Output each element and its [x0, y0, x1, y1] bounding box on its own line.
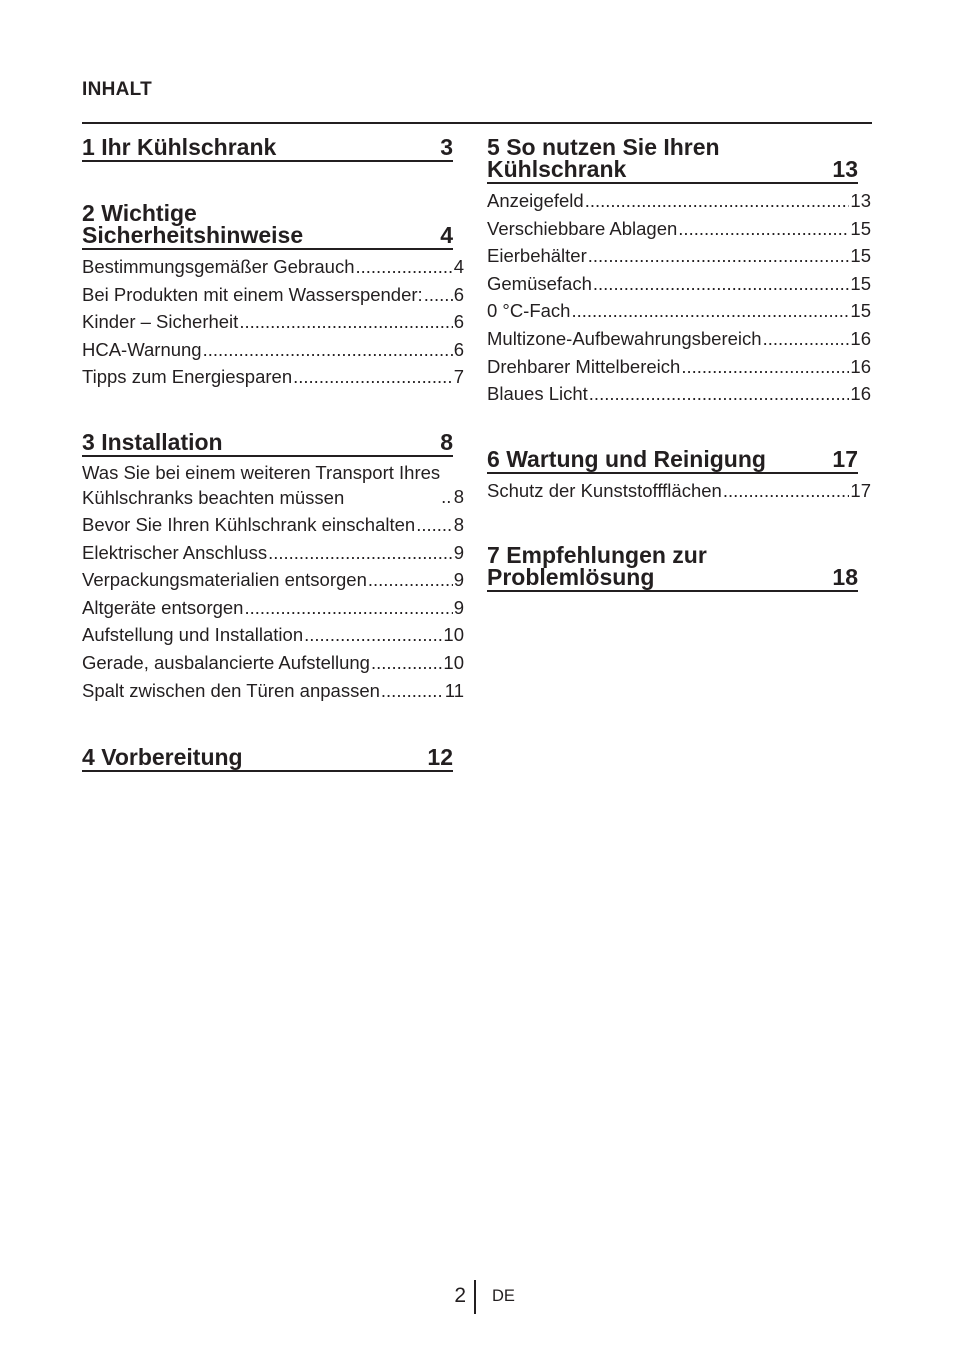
- dot-leader: [571, 297, 849, 325]
- entry-title: Aufstellung und Installation: [82, 624, 304, 646]
- entry-list: [487, 477, 871, 505]
- toc-entry[interactable]: [82, 677, 464, 705]
- section-title: [82, 202, 303, 246]
- toc-entry[interactable]: [82, 253, 464, 281]
- dot-leader: [588, 242, 850, 270]
- section-page-number: 13: [832, 156, 858, 182]
- dot-leader: [203, 336, 453, 364]
- dot-leader: [371, 649, 442, 677]
- section-number: 6: [487, 445, 500, 472]
- entry-page-number: 15: [850, 272, 871, 294]
- entry-page-number: 6: [453, 338, 464, 360]
- entry-page-number: 15: [850, 300, 871, 322]
- toc-entry[interactable]: [487, 325, 871, 353]
- section-heading[interactable]: [487, 436, 858, 474]
- toc-section-7: [487, 532, 871, 592]
- dot-leader: [268, 539, 453, 567]
- toc-entry[interactable]: [487, 477, 871, 505]
- entry-page-number: 16: [850, 327, 871, 349]
- entry-title: Spalt zwischen den Türen anpassen: [82, 679, 380, 701]
- dot-leader: [304, 621, 442, 649]
- entry-list: [487, 187, 871, 408]
- toc-entry[interactable]: [82, 621, 464, 649]
- toc-entry[interactable]: [487, 353, 871, 381]
- section-page-number: 4: [440, 222, 453, 248]
- section-heading[interactable]: [487, 532, 858, 592]
- section-title-text: Wichtige Sicherheitshinweise: [82, 200, 304, 248]
- entry-page-number: 10: [443, 624, 464, 646]
- section-number: 7: [487, 542, 500, 569]
- entry-title: Drehbarer Mittelbereich: [487, 355, 681, 377]
- entry-title: Anzeigefeld: [487, 190, 584, 211]
- entry-title: Tipps zum Energiesparen: [82, 366, 293, 388]
- toc-entry[interactable]: [487, 297, 871, 325]
- section-title-text: Vorbereitung: [101, 744, 243, 771]
- entry-title: Schutz der Kunststoffflächen: [487, 479, 722, 501]
- toc-entry[interactable]: [487, 187, 871, 215]
- dot-leader: [589, 380, 850, 408]
- footer-divider: [474, 1280, 476, 1314]
- section-number: 1: [82, 134, 95, 160]
- entry-page-number: 11: [444, 679, 464, 701]
- section-title-text: Installation: [101, 428, 223, 455]
- section-page-number: 8: [440, 428, 453, 455]
- page-title: INHALT: [82, 79, 153, 100]
- entry-page-number: 15: [850, 217, 871, 239]
- entry-page-number: 4: [453, 256, 464, 277]
- entry-page-number: 16: [850, 383, 871, 405]
- section-heading[interactable]: [82, 190, 453, 250]
- section-number: 3: [82, 428, 95, 455]
- entry-page-number: 16: [850, 355, 871, 377]
- entry-title: Gerade, ausbalancierte Aufstellung: [82, 651, 370, 673]
- toc-entry[interactable]: [487, 215, 871, 243]
- toc-right-column: [487, 124, 871, 592]
- entry-page-number: 6: [453, 283, 464, 305]
- section-page-number: 17: [832, 445, 858, 472]
- section-heading[interactable]: [82, 124, 453, 162]
- section-page-number: 3: [440, 134, 453, 160]
- entry-title: Verschiebbare Ablagen: [487, 217, 678, 239]
- entry-title: 0 °C-Fach: [487, 300, 571, 322]
- entry-page-number: 8: [453, 513, 464, 535]
- entry-title: Bestimmungsgemäßer Gebrauch: [82, 256, 355, 277]
- toc-section-1: [82, 124, 464, 162]
- entry-page-number: 6: [453, 311, 464, 333]
- entry-page-number: 17: [850, 479, 871, 501]
- section-title: [82, 744, 243, 771]
- section-number: 2: [82, 200, 95, 226]
- toc-entry[interactable]: [82, 308, 464, 336]
- toc-entry[interactable]: [82, 594, 464, 622]
- section-title: [82, 428, 223, 455]
- entry-page-number: 15: [850, 245, 871, 267]
- section-title-text: Ihr Kühlschrank: [101, 134, 277, 160]
- toc-section-5: [487, 124, 871, 408]
- dot-leader: [763, 325, 850, 353]
- entry-title: Gemüsefach: [487, 272, 592, 294]
- toc-entry[interactable]: [82, 281, 464, 309]
- entry-list: [82, 253, 464, 391]
- dot-leader: [441, 483, 453, 511]
- entry-list: [82, 460, 464, 704]
- entry-title: Bevor Sie Ihren Kühlschrank einschalten: [82, 513, 416, 535]
- section-page-number: 12: [427, 744, 453, 771]
- entry-page-number: 9: [453, 541, 464, 563]
- entry-title: Blaues Licht: [487, 383, 588, 405]
- entry-title: Multizone-Aufbewahrungsbereich: [487, 327, 762, 349]
- section-title: [487, 445, 766, 472]
- entry-page-number: 13: [850, 190, 871, 211]
- toc-entry[interactable]: [487, 242, 871, 270]
- section-title: [487, 542, 707, 591]
- dot-leader: [681, 353, 849, 381]
- language-code: DE: [492, 1287, 515, 1305]
- dot-leader: [723, 477, 850, 505]
- section-title-text: So nutzen Sie Ihren Kühlschrank: [487, 134, 720, 182]
- toc-entry[interactable]: [82, 460, 464, 511]
- dot-leader: [593, 270, 850, 298]
- section-title-text: Empfehlungen zur Problemlösung: [487, 542, 707, 591]
- toc-section-3: [82, 419, 464, 704]
- dot-leader: [381, 677, 444, 705]
- page-footer: [0, 1280, 954, 1316]
- toc-section-2: [82, 190, 464, 391]
- entry-title: Kinder – Sicherheit: [82, 311, 239, 333]
- toc-entry[interactable]: [82, 336, 464, 364]
- dot-leader: [678, 215, 849, 243]
- entry-title: HCA-Warnung: [82, 338, 202, 360]
- section-page-number: 18: [832, 564, 858, 591]
- entry-page-number: 10: [443, 651, 464, 673]
- toc-entry[interactable]: [82, 649, 464, 677]
- section-title: [82, 136, 276, 158]
- entry-title: Eierbehälter: [487, 245, 587, 267]
- entry-page-number: 9: [453, 569, 464, 591]
- entry-page-number: 8: [453, 486, 464, 508]
- section-heading[interactable]: [82, 419, 453, 457]
- dot-leader: [416, 511, 453, 539]
- section-number: 4: [82, 744, 95, 771]
- toc-left-column: [82, 124, 464, 772]
- dot-leader: [424, 281, 453, 309]
- section-title-text: Wartung und Reinigung: [506, 445, 766, 472]
- toc-entry[interactable]: [82, 539, 464, 567]
- toc-entry[interactable]: [487, 380, 871, 408]
- entry-title: Bei Produkten mit einem Wasserspender:: [82, 283, 423, 305]
- entry-title: Altgeräte entsorgen: [82, 596, 244, 618]
- dot-leader: [293, 363, 453, 391]
- dot-leader: [355, 253, 452, 281]
- toc-section-4: [82, 734, 464, 772]
- toc-entry[interactable]: [82, 511, 464, 539]
- toc-entry[interactable]: [82, 566, 464, 594]
- section-number: 5: [487, 134, 500, 160]
- toc-section-6: [487, 436, 871, 505]
- section-heading[interactable]: [487, 124, 858, 184]
- entry-title: Elektrischer Anschluss: [82, 541, 268, 563]
- entry-page-number: 7: [453, 366, 464, 388]
- entry-title: Verpackungsmaterialien entsorgen: [82, 569, 367, 591]
- entry-page-number: 9: [453, 596, 464, 618]
- toc-entry[interactable]: [82, 363, 464, 391]
- section-title: [487, 136, 720, 180]
- section-heading[interactable]: [82, 734, 453, 772]
- dot-leader: [368, 566, 453, 594]
- dot-leader: [239, 308, 452, 336]
- toc-entry[interactable]: [487, 270, 871, 298]
- page-number: 2: [454, 1284, 466, 1307]
- dot-leader: [585, 187, 850, 215]
- entry-title: Was Sie bei einem weiteren Transport Ihres Kühlschranks beachten müssen: [82, 461, 441, 509]
- dot-leader: [244, 594, 452, 622]
